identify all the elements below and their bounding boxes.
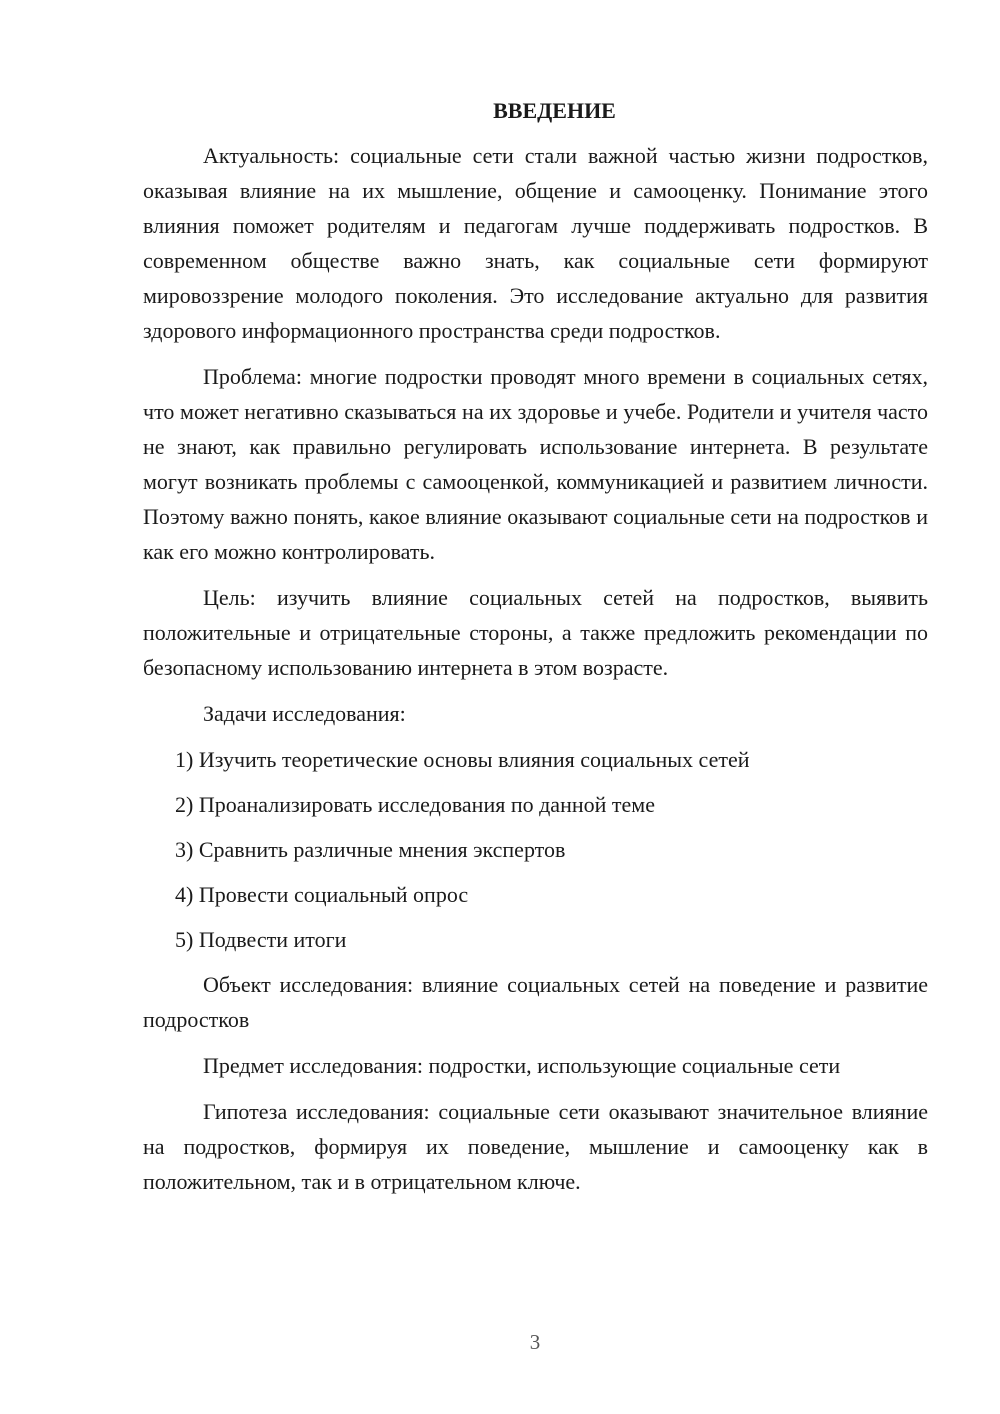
tasks-heading: Задачи исследования: (203, 701, 406, 726)
task-item: 4) Провести социальный опрос (175, 882, 469, 907)
task-item: 5) Подвести итоги (175, 927, 347, 952)
subject-paragraph: Предмет исследования: подростки, использующие социальные сети (203, 1053, 841, 1078)
problem-paragraph: Проблема: многие подростки проводят много времени в социальных сетях, что может негативно сказываться на их здоровье и учебе. Родители и учителя часто не знают, как правильно регулировать использование интернета. В результате могут возникать проблемы с самооценкой, коммуникацией и развитием личности. Поэтому важно понять, какое влияние оказывают социальные сети на подростков и как его можно контролировать. (143, 364, 928, 564)
page-content (143, 93, 928, 1210)
tasks-list (143, 742, 928, 957)
task-item: 1) Изучить теоретические основы влияния социальных сетей (175, 747, 750, 772)
hypothesis-paragraph: Гипотеза исследования: социальные сети оказывают значительное влияние на подростков, формируя их поведение, мышление и самооценку как в положительном, так и в отрицательном ключе. (143, 1099, 928, 1194)
goal-paragraph: Цель: изучить влияние социальных сетей на подростков, выявить положительные и отрицательные стороны, а также предложить рекомендации по безопасному использованию интернета в этом возрасте. (143, 585, 928, 680)
page-number: 3 (529, 1330, 541, 1354)
object-paragraph: Объект исследования: влияние социальных сетей на поведение и развитие подростков (143, 972, 928, 1032)
task-item: 3) Сравнить различные мнения экспертов (175, 837, 566, 862)
page-title: ВВЕДЕНИЕ (493, 98, 616, 123)
task-item: 2) Проанализировать исследования по данной теме (175, 792, 655, 817)
relevance-paragraph: Актуальность: социальные сети стали важной частью жизни подростков, оказывая влияние на их мышление, общение и самооценку. Понимание этого влияния поможет родителям и педагогам лучше поддерживать подростков. В современном обществе важно знать, как социальные сети формируют мировоззрение молодого поколения. Это исследование актуально для развития здорового информационного пространства среди подростков. (143, 143, 928, 343)
